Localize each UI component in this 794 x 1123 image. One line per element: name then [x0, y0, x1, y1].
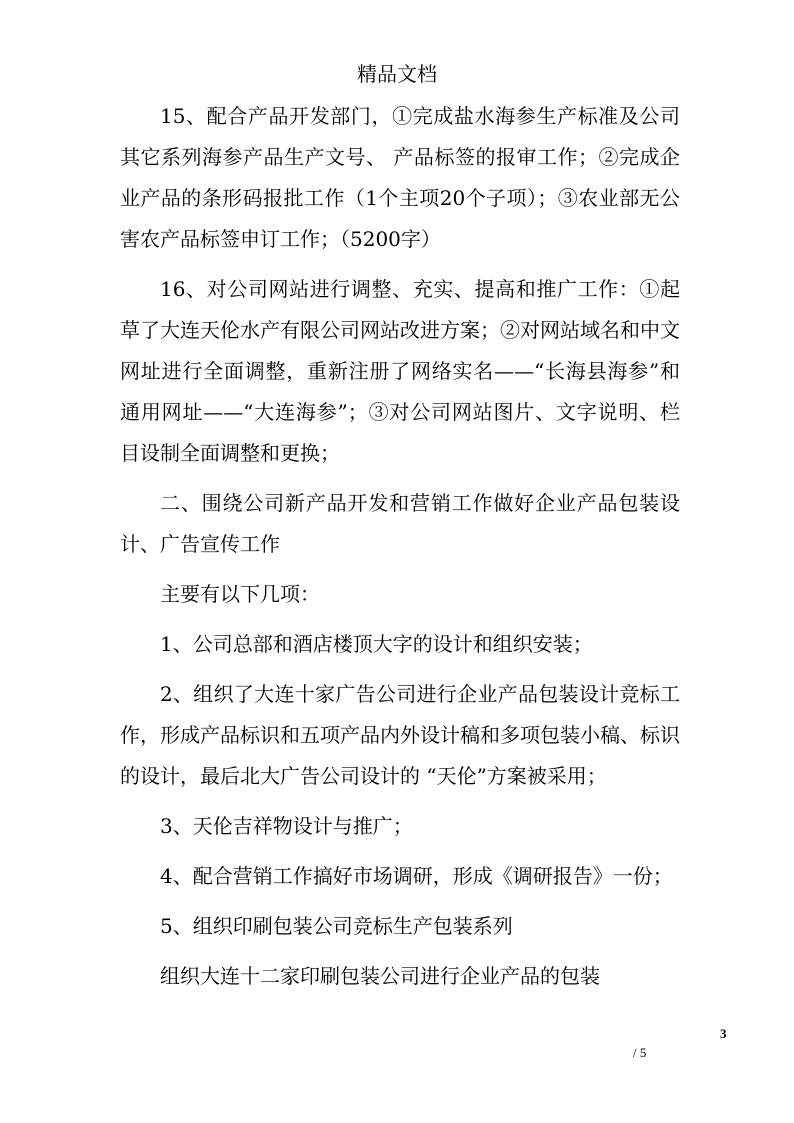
- list-item-4: 4、配合营销工作搞好市场调研，形成《调研报告》一份；: [160, 864, 673, 888]
- page-number: 3: [720, 1026, 727, 1041]
- list-item-5: 5、组织印刷包装公司竞标生产包装系列: [160, 914, 513, 938]
- list-item-2: 2、组织了大连十家广告公司进行企业产品包装设计竞标工作，形成产品标识和五项产品内外设计稿和多项包装小稿、标识的设计，最后北大广告公司设计的 “天伦”方案被采用；: [120, 682, 680, 788]
- section-heading-2: 二、围绕公司新产品开发和营销工作做好企业产品包装设计、广告宣传工作: [120, 491, 680, 556]
- paragraph-intro: 主要有以下几项：: [160, 582, 320, 606]
- paragraph-item-16: 16、对公司网站进行调整、充实、提高和推广工作：①起草了大连天伦水产有限公司网站改进方案；②对网站域名和中文网址进行全面调整，重新注册了网络实名——“长海县海参”和通用网址——“大连海参”；③对公司网站图片、文字说明、栏目设制全面调整和更换；: [120, 277, 680, 465]
- list-item-3: 3、天伦吉祥物设计与推广；: [160, 814, 413, 838]
- page-total: / 5: [633, 1045, 647, 1060]
- list-item-1: 1、公司总部和酒店楼顶大字的设计和组织安装；: [160, 632, 593, 656]
- paragraph-item-15: 15、配合产品开发部门，①完成盐水海参生产标准及公司其它系列海参产品生产文号、 产品标签的报审工作；②完成企业产品的条形码报批工作（1个主项20个子项）；③农业部无公害农产品标签申订工作；（5200字）: [120, 104, 680, 251]
- document-body: [120, 96, 680, 1006]
- paragraph-continuation: 组织大连十二家印刷包装公司进行企业产品的包装: [160, 964, 600, 988]
- page-header-title: 精品文档: [357, 62, 437, 86]
